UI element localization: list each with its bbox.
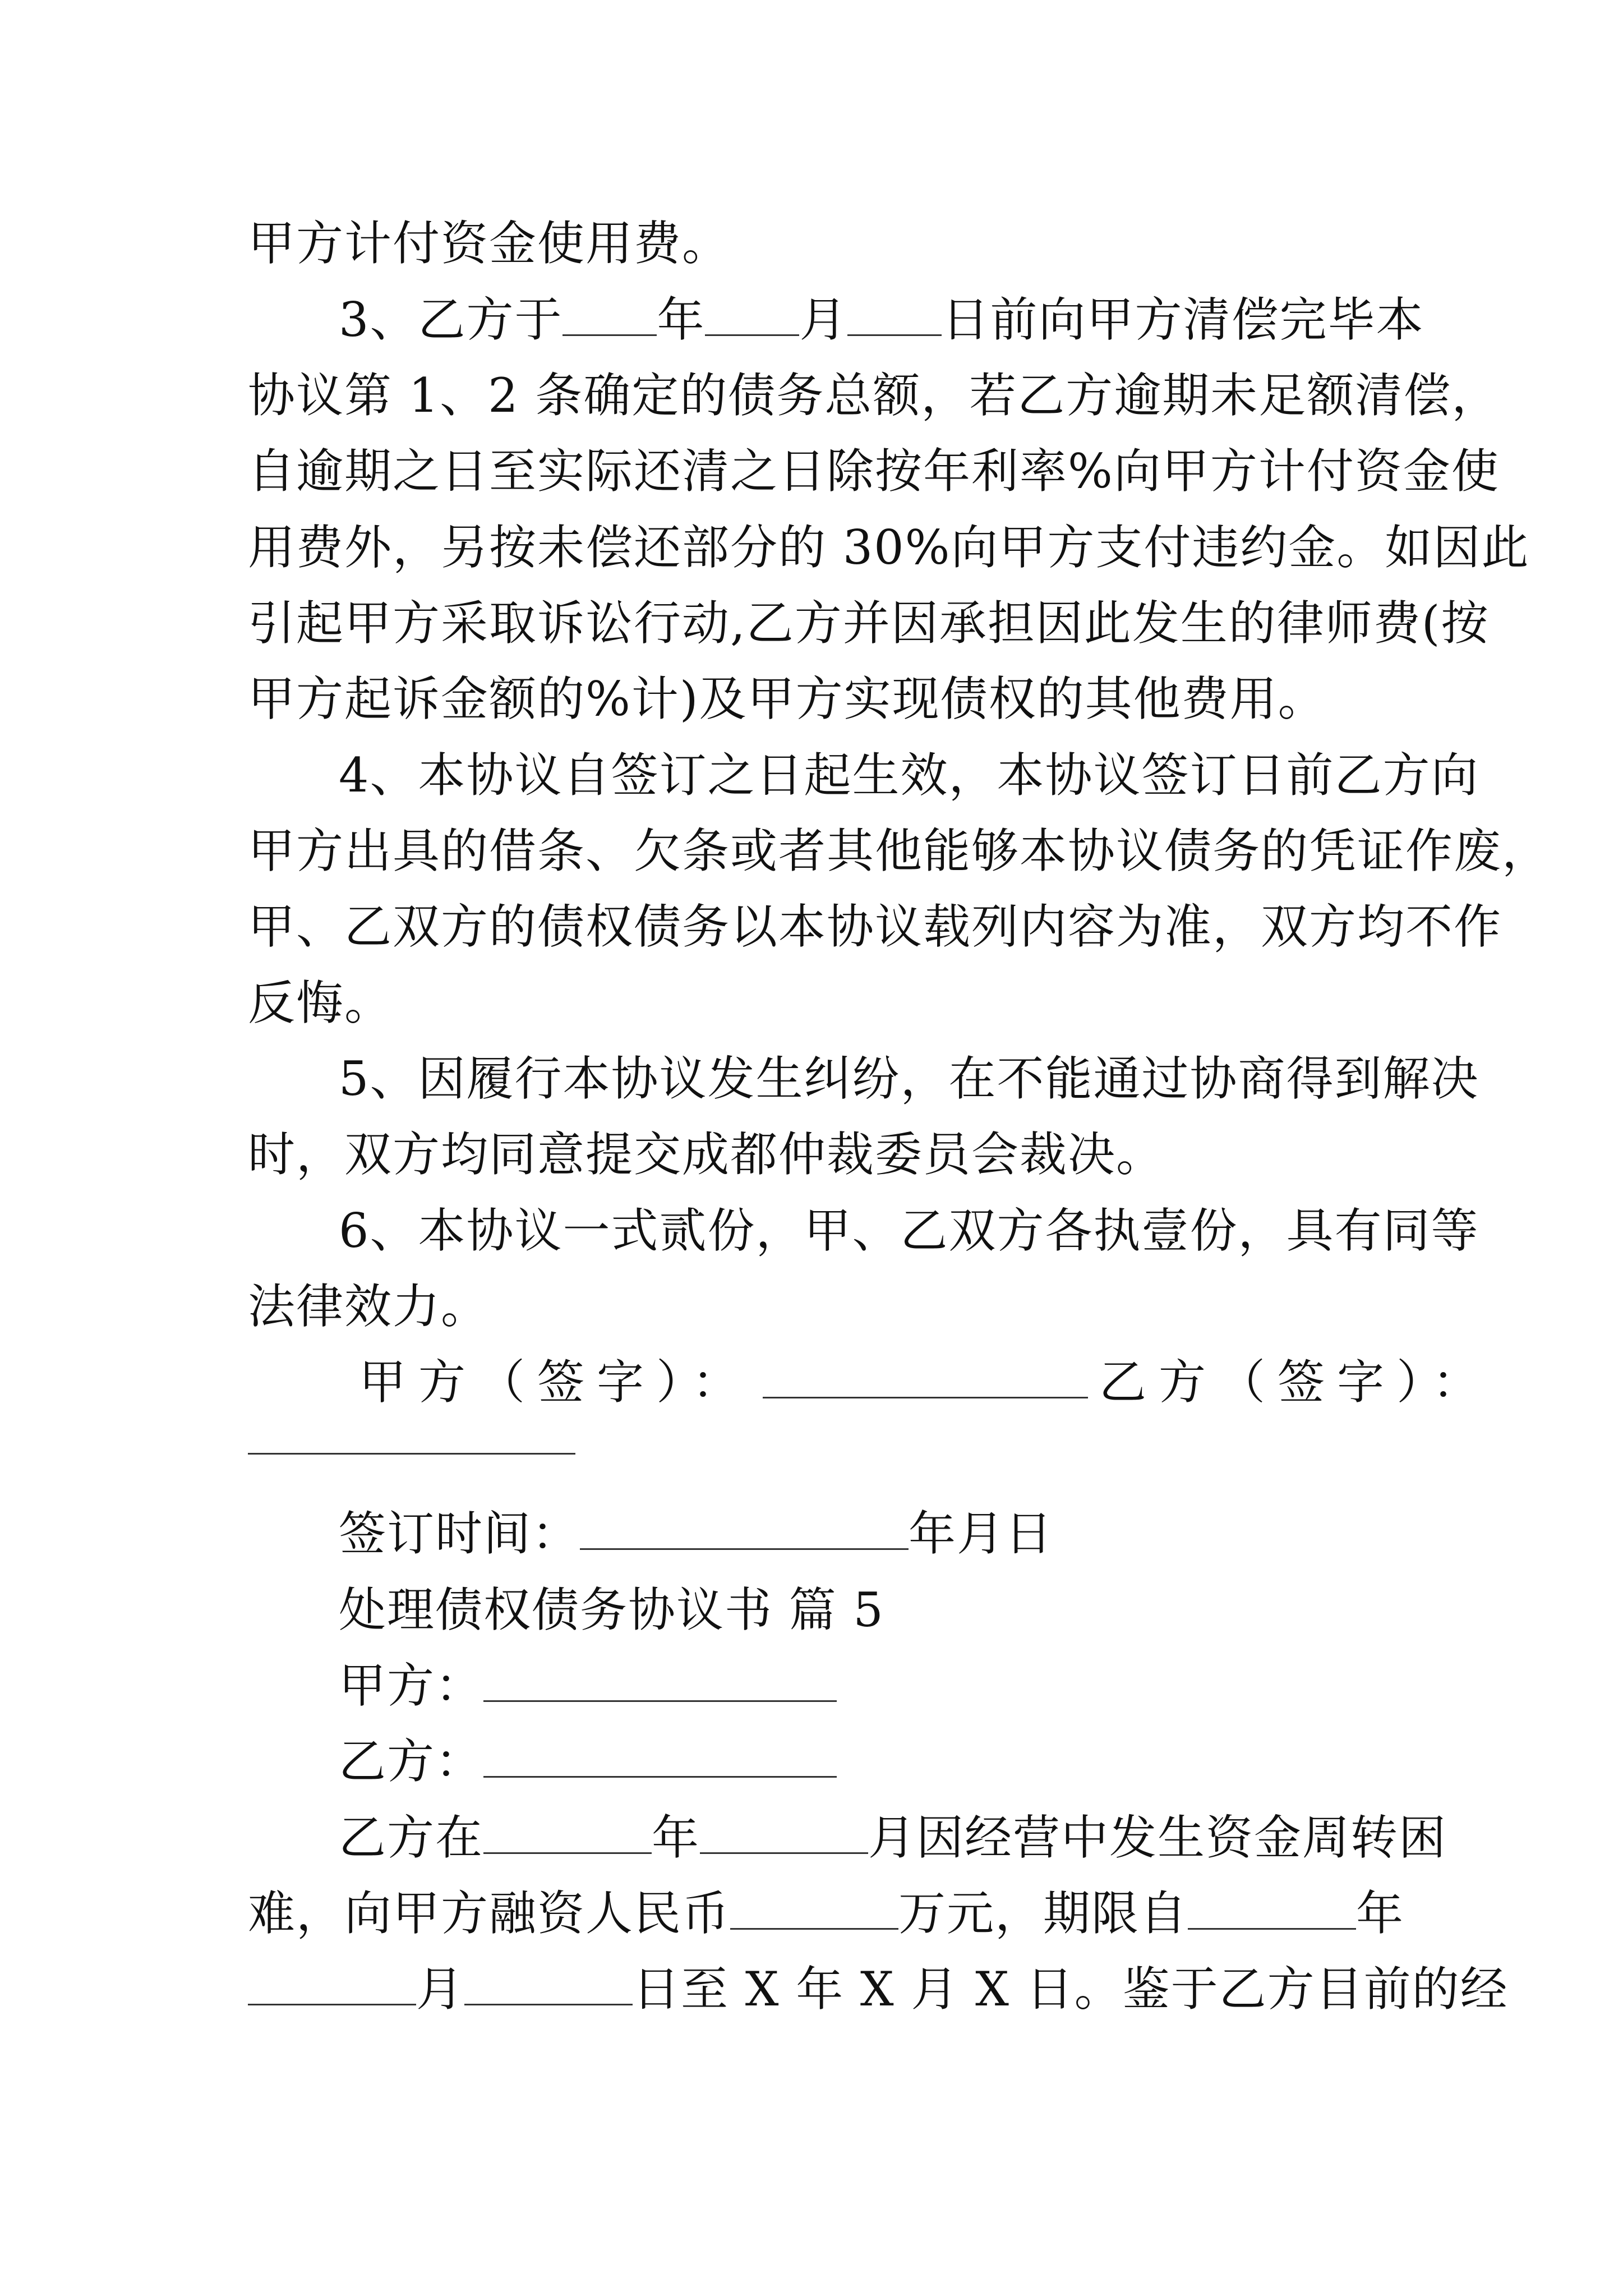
- text-line: 协议第 1、2 条确定的债务总额，若乙方逾期未足额清偿，: [248, 368, 1500, 423]
- paragraph-line: 乙方在 年 月因经营中发生资金周转困: [339, 1810, 1447, 1865]
- blank-amount: [730, 1890, 898, 1930]
- paragraph-line: 难，向甲方融资人民币 万元，期限自 年: [248, 1886, 1405, 1941]
- paragraph-line: 月 日至 X 年 X 月 X 日。鉴于乙方目前的经: [248, 1966, 1386, 2013]
- blank-year: [248, 1966, 416, 2005]
- text-line: 甲方计付资金使用费。: [248, 216, 731, 271]
- blank-day: [847, 297, 942, 336]
- party-b-line: 乙方：: [339, 1738, 1477, 1785]
- sign-time-blank: [580, 1511, 909, 1550]
- clause-6-line-1: 6、本协议一式贰份，甲、乙双方各执壹份，具有同等: [339, 1203, 1479, 1258]
- party-b-signature-blank: [248, 1453, 575, 1455]
- text-line: 甲方出具的借条、欠条或者其他能够本协议债务的凭证作废，: [248, 823, 1551, 878]
- party-b-signature-label: 乙方（签字）：: [1099, 1355, 1492, 1410]
- text-line: 引起甲方采取诉讼行动,乙方并因承担因此发生的律师费(按: [248, 596, 1490, 651]
- text-line: 反悔。: [248, 976, 393, 1030]
- blank-month: [705, 297, 799, 336]
- party-a-signature-label: 甲方（签字）：: [359, 1355, 752, 1410]
- blank-month: [700, 1815, 868, 1854]
- signature-line: [359, 1355, 1497, 1410]
- text-line: 甲、乙双方的债权债务以本协议载列内容为准，双方均不作: [248, 899, 1502, 954]
- clause-5-line-1: 5、因履行本协议发生纠纷，在不能通过协商得到解决: [339, 1051, 1479, 1106]
- blank-day: [464, 1966, 633, 2005]
- sign-time-line: 签订时间： 年月日: [339, 1506, 1054, 1561]
- party-a-blank: [483, 1663, 837, 1702]
- section-heading: 处理债权债务协议书 篇 5: [339, 1582, 884, 1637]
- text-line: 用费外，另按未偿还部分的 30%向甲方支付违约金。如因此: [248, 520, 1530, 575]
- party-a-signature-blank: [763, 1359, 1088, 1398]
- blank-year: [483, 1815, 652, 1854]
- text-line: 法律效力。: [248, 1279, 490, 1334]
- blank-year: [562, 297, 657, 336]
- party-b-blank: [483, 1738, 837, 1778]
- text-line: 甲方起诉金额的%计)及甲方实现债权的其他费用。: [248, 671, 1326, 726]
- clause-4-line-1: 4、本协议自签订之日起生效，本协议签订日前乙方向: [339, 748, 1479, 803]
- text-line: 时，双方均同意提交成都仲裁委员会裁决。: [248, 1127, 1165, 1182]
- blank-year: [1188, 1890, 1356, 1930]
- clause-3-line-1: 3、乙方于 年 月 日前向甲方清偿完毕本: [339, 292, 1424, 347]
- party-a-line: 甲方：: [339, 1662, 1477, 1709]
- text-line: 自逾期之日至实际还清之日除按年利率%向甲方计付资金使: [248, 444, 1500, 499]
